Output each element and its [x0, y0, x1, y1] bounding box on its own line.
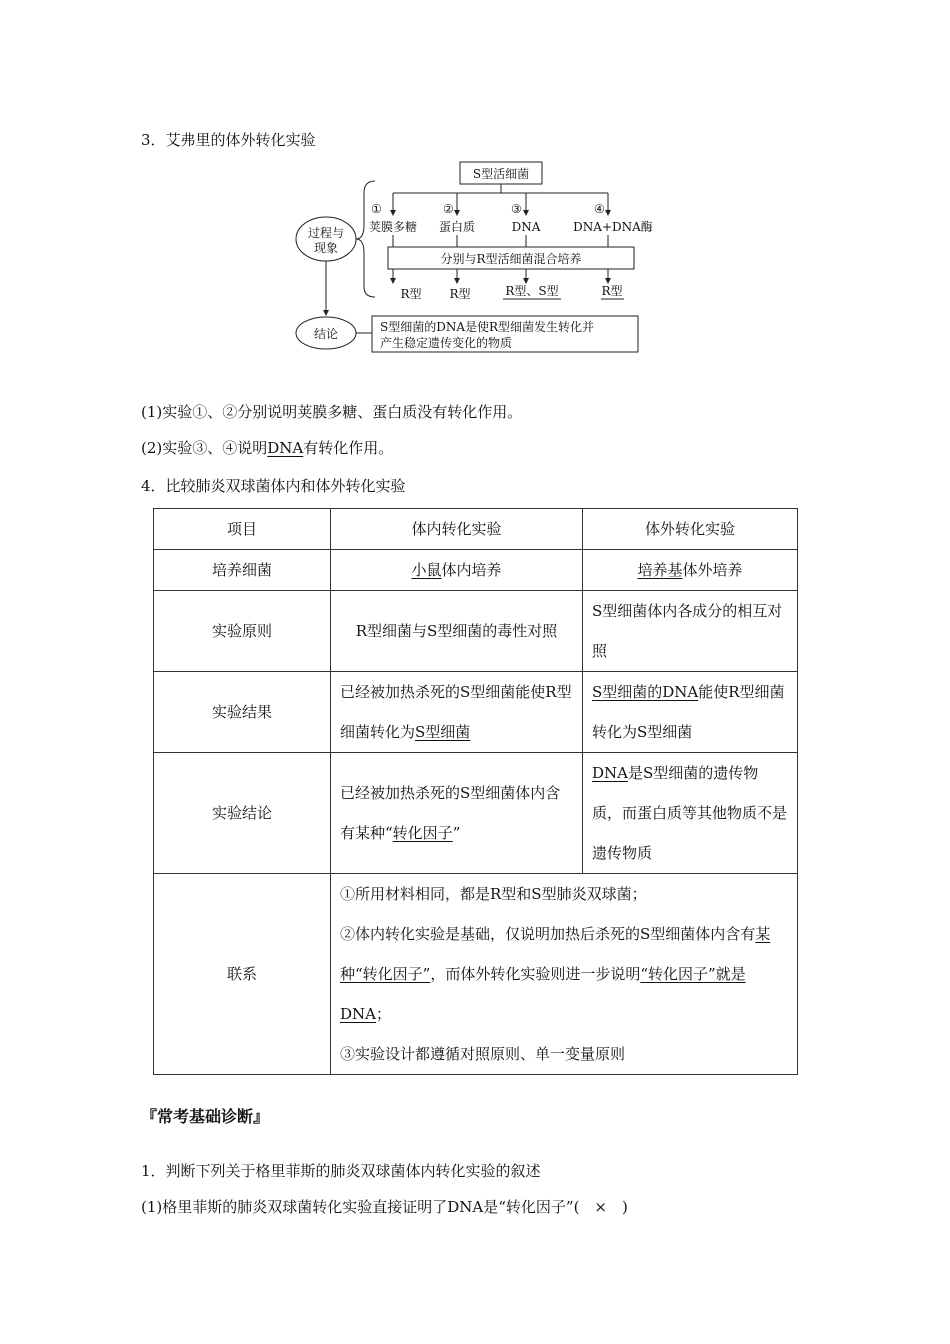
result-label: 实验结果 — [154, 672, 331, 753]
top-box-text: S型活细菌 — [472, 167, 530, 181]
culture-label: 培养细菌 — [154, 550, 331, 591]
principle-in-vivo: R型细菌与S型细菌的毒性对照 — [331, 591, 583, 672]
branch-2-item: 蛋白质 — [438, 220, 476, 234]
branch-4-result: R型 — [601, 284, 623, 298]
culture-in-vitro: 培养基体外培养 — [583, 550, 798, 591]
header-item: 项目 — [154, 509, 331, 550]
table-row-conclusion — [154, 753, 798, 874]
header-in-vivo: 体内转化实验 — [331, 509, 583, 550]
result-in-vitro: S型细菌的DNA能使R型细菌转化为S型细菌 — [583, 672, 798, 753]
question-1: 1．判断下列关于格里菲斯的肺炎双球菌体内转化实验的叙述 — [141, 1162, 541, 1180]
table-row-relation — [154, 874, 798, 1075]
culture-in-vivo: 小鼠体内培养 — [331, 550, 583, 591]
note-2: (2)实验③、④说明DNA有转化作用。 — [141, 439, 394, 457]
conclusion-in-vivo: 已经被加热杀死的S型细菌体内含有某种“转化因子” — [331, 753, 583, 874]
principle-in-vitro: S型细菌体内各成分的相互对照 — [583, 591, 798, 672]
branch-4-num: ④ — [594, 202, 605, 216]
table-row-principle — [154, 591, 798, 672]
result-in-vivo: 已经被加热杀死的S型细菌能使R型细菌转化为S型细菌 — [331, 672, 583, 753]
table-row-culture — [154, 550, 798, 591]
comparison-table — [153, 508, 798, 1075]
conclusion-label: 结论 — [313, 327, 339, 341]
branch-3-result: R型、S型 — [505, 284, 559, 298]
note-1: (1)实验①、②分别说明荚膜多糖、蛋白质没有转化作用。 — [141, 403, 523, 421]
branch-1-num: ① — [371, 202, 382, 216]
table-row-header — [154, 509, 798, 550]
avery-experiment-diagram — [280, 155, 660, 355]
branch-2-num: ② — [443, 202, 454, 216]
note-2-underline: DNA — [267, 439, 304, 457]
process-label-2: 现象 — [313, 241, 339, 255]
diagnosis-title: 『常考基础诊断』 — [141, 1107, 270, 1126]
branch-3-item: DNA — [511, 220, 541, 234]
table-row-result — [154, 672, 798, 753]
section3-heading: 3．艾弗里的体外转化实验 — [141, 131, 316, 149]
conclusion-text-2: 产生稳定遗传变化的物质 — [380, 336, 513, 350]
conclusion-row-label: 实验结论 — [154, 753, 331, 874]
relation-content — [331, 874, 798, 1075]
branch-2-result: R型 — [449, 287, 471, 301]
process-label-1: 过程与 — [307, 226, 345, 240]
relation-point-1: ①所用材料相同，都是R型和S型肺炎双球菌； — [340, 885, 647, 903]
branch-1-item: 荚膜多糖 — [368, 220, 418, 234]
conclusion-text-1: S型细菌的DNA是使R型细菌发生转化并 — [380, 320, 595, 334]
relation-label: 联系 — [154, 874, 331, 1075]
relation-point-2: ②体内转化实验是基础，仅说明加热后杀死的S型细菌体内含有某种“转化因子”，而体外转化实验则进一步说明“转化因子”就是DNA； — [340, 925, 771, 1023]
section4-heading: 4．比较肺炎双球菌体内和体外转化实验 — [141, 477, 406, 495]
relation-point-3: ③实验设计都遵循对照原则、单一变量原则 — [340, 1045, 626, 1063]
question-1-1: (1)格里菲斯的肺炎双球菌转化实验直接证明了DNA是“转化因子”( × ) — [141, 1198, 628, 1216]
mix-box-text: 分别与R型活细菌混合培养 — [440, 252, 582, 266]
conclusion-in-vitro: DNA是S型细菌的遗传物质，而蛋白质等其他物质不是遗传物质 — [583, 753, 798, 874]
branch-1-result: R型 — [400, 287, 422, 301]
branch-4-item: DNA+DNA酶 — [573, 220, 653, 234]
principle-label: 实验原则 — [154, 591, 331, 672]
header-in-vitro: 体外转化实验 — [583, 509, 798, 550]
branch-3-num: ③ — [511, 202, 522, 216]
